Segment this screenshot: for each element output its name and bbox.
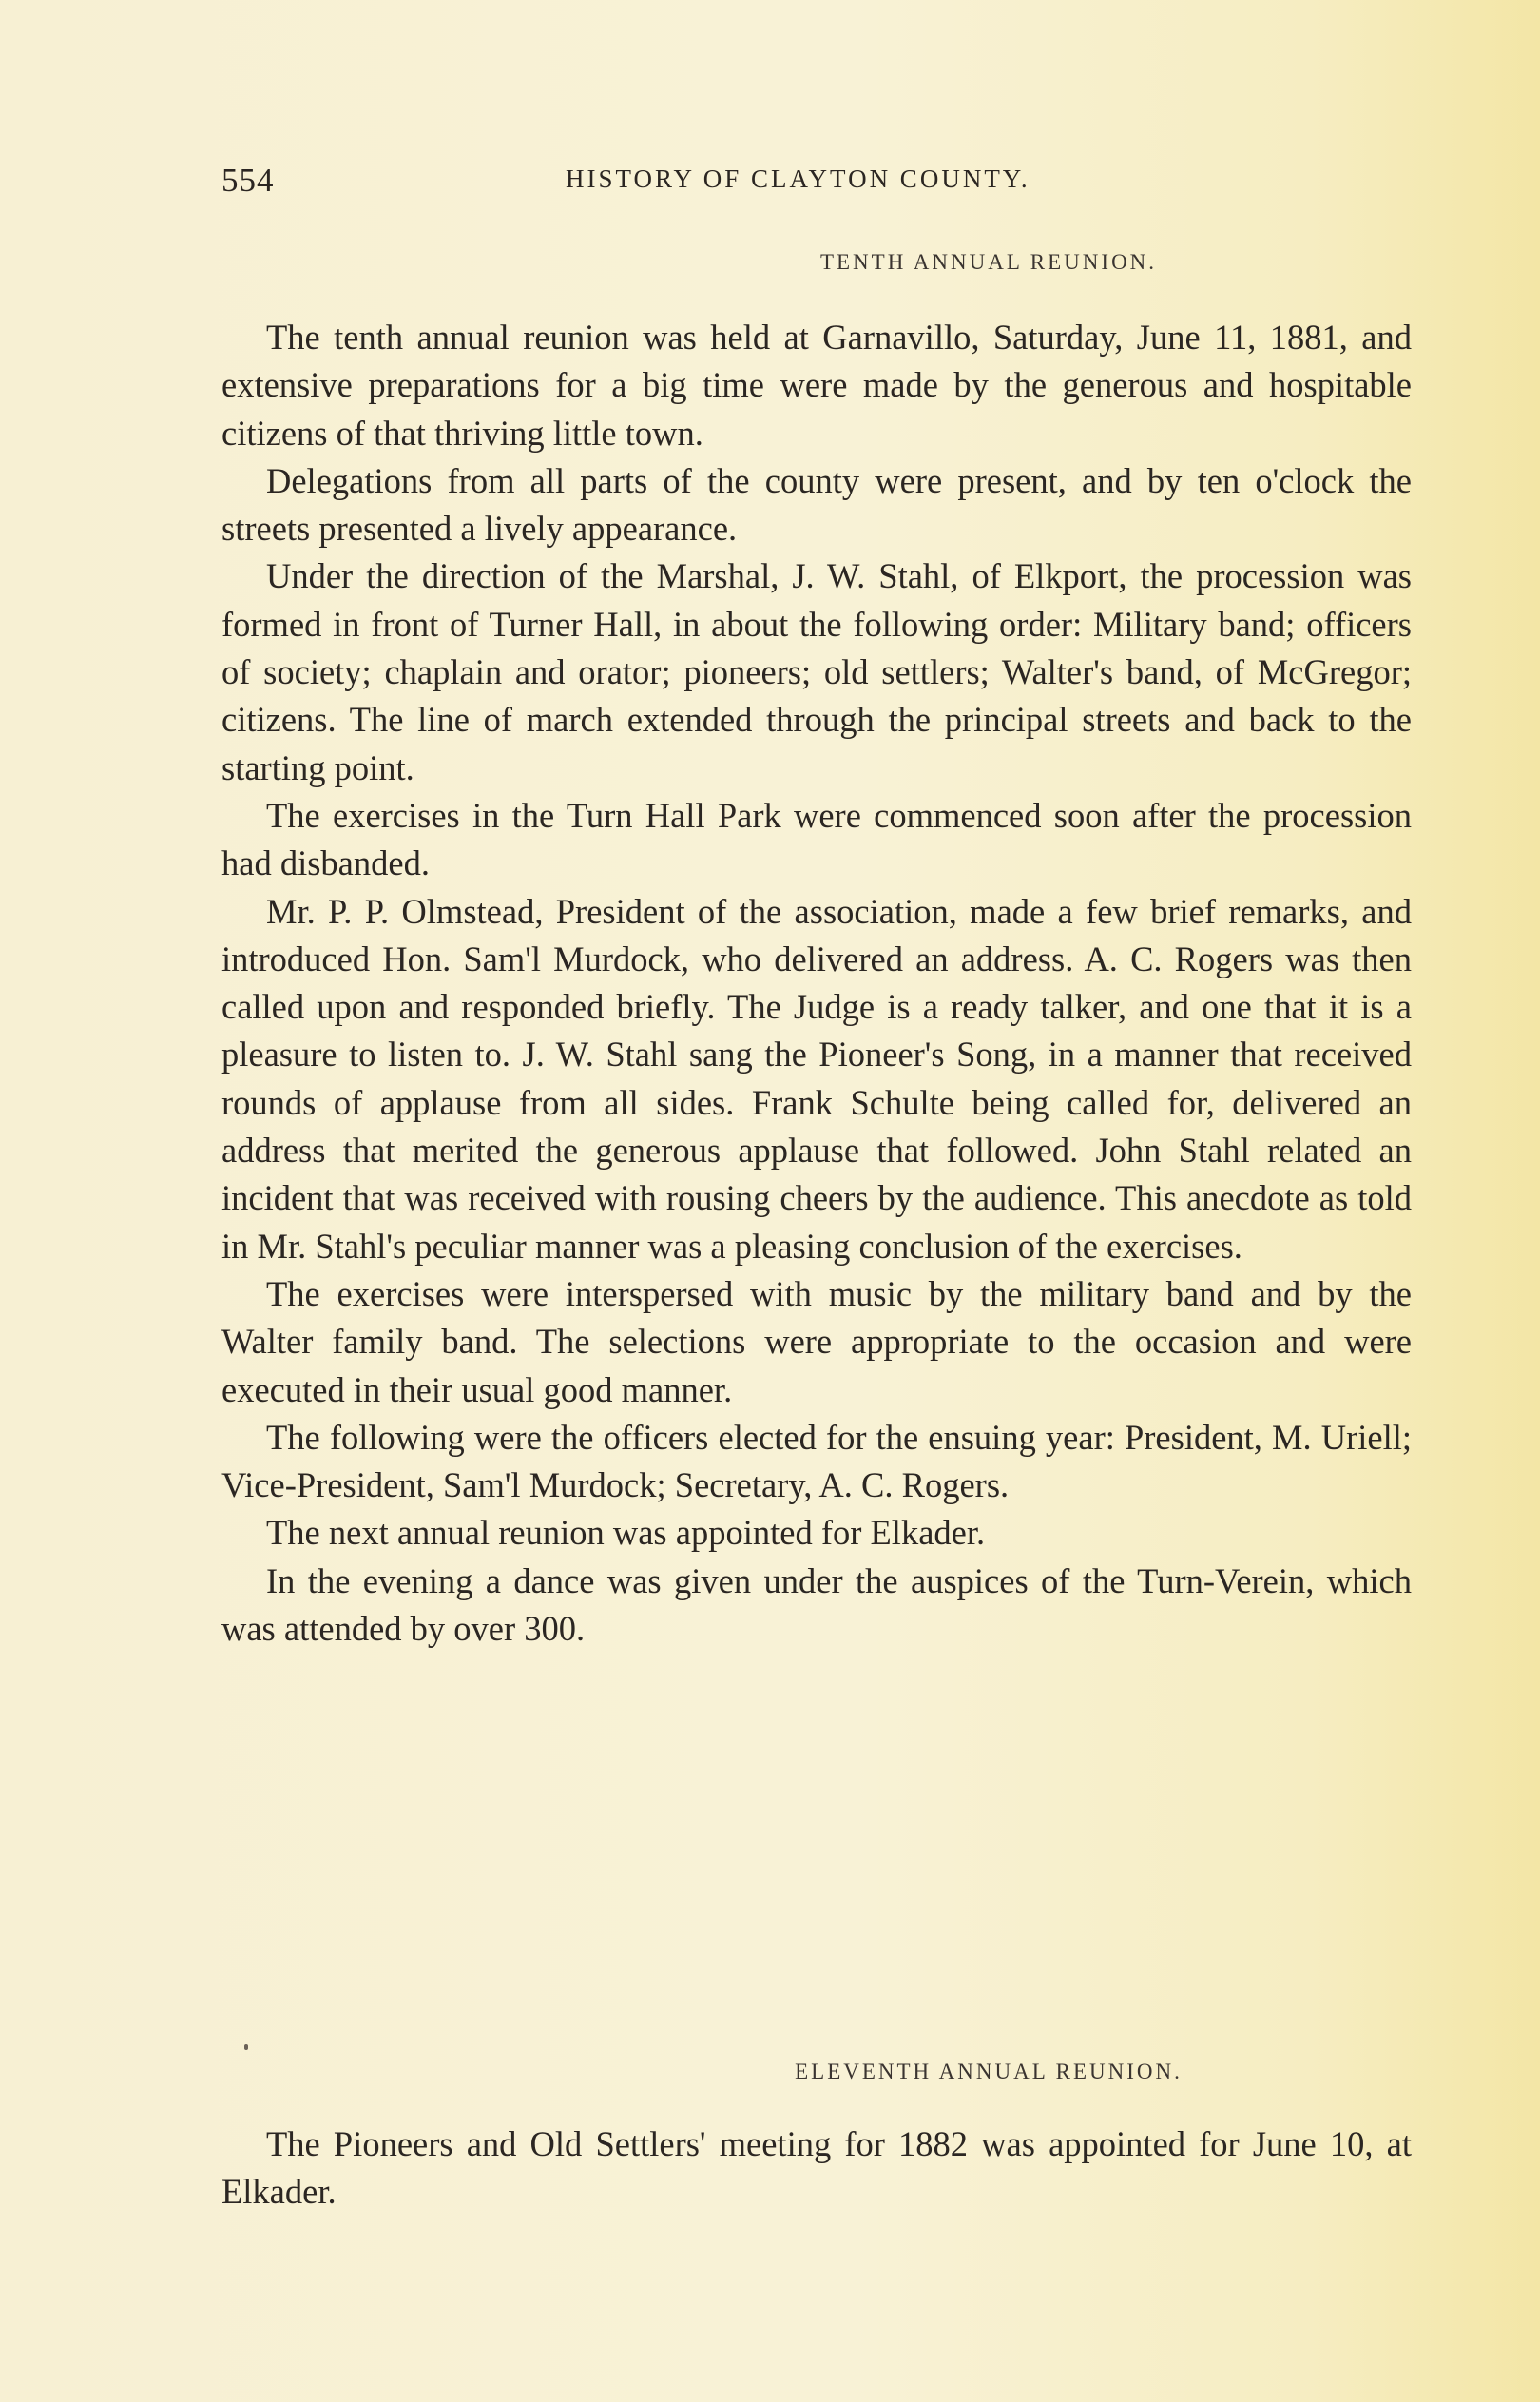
paragraph: The exercises in the Turn Hall Park were commenced soon after the procession had disbanded. [221,795,1412,883]
section-heading-eleventh-reunion: ELEVENTH ANNUAL REUNION. [795,2060,1183,2083]
paragraph: The following were the officers elected for the ensuing year: President, M. Uriell; Vice-President, Sam'l Murdock; Secretary, A. C. Rogers. [221,1417,1412,1505]
book-title: HISTORY OF CLAYTON COUNTY. [566,165,1030,193]
paragraph: The next annual reunion was appointed for Elkader. [266,1513,986,1553]
paragraph: In the evening a dance was given under the auspices of the Turn-Verein, which was attended by over 300. [221,1560,1412,1649]
paragraph: The tenth annual reunion was held at Garnavillo, Saturday, June 11, 1881, and extensive preparations for a big time were made by the generous and hospitable citizens of that thriving little town. [221,318,1412,453]
paragraph: Under the direction of the Marshal, J. W. Stahl, of Elkport, the procession was formed in front of Turner Hall, in about the following order: Military band; officers of society; chaplain and orator; pioneers; old settlers; Walter's band, of McGregor; citizens. The line of march extended through the principal streets and back to the starting point. [221,556,1412,787]
paragraph: The Pioneers and Old Settlers' meeting for 1882 was appointed for June 10, at Elkader. [221,2124,1412,2212]
print-speck [244,2044,248,2050]
running-head [221,162,1412,209]
paragraph: Mr. P. P. Olmstead, President of the association, made a few brief remarks, and introduced Hon. Sam'l Murdock, who delivered an address. A. C. Rogers was then called upon and responded briefly. The Judge is a ready talker, and one that it is a pleasure to listen to. J. W. Stahl sang the Pioneer's Song, in a manner that received rounds of applause from all sides. Frank Schulte being called for, delivered an address that merited the generous applause that followed. John Stahl related an incident that was received with rousing cheers by the audience. This anecdote as told in Mr. Stahl's peculiar manner was a pleasing conclusion of the exercises. [221,891,1412,1266]
section-body-eleventh-reunion [221,2121,1412,2217]
section-heading-tenth-reunion: TENTH ANNUAL REUNION. [819,250,1158,274]
section-body-tenth-reunion [221,314,1412,1653]
paragraph: The exercises were interspersed with music by the military band and by the Walter family band. The selections were appropriate to the occasion and were executed in their usual good manner. [221,1273,1412,1409]
paragraph: Delegations from all parts of the county were present, and by ten o'clock the streets presented a lively appearance. [221,460,1412,549]
page-number: 554 [221,162,275,199]
